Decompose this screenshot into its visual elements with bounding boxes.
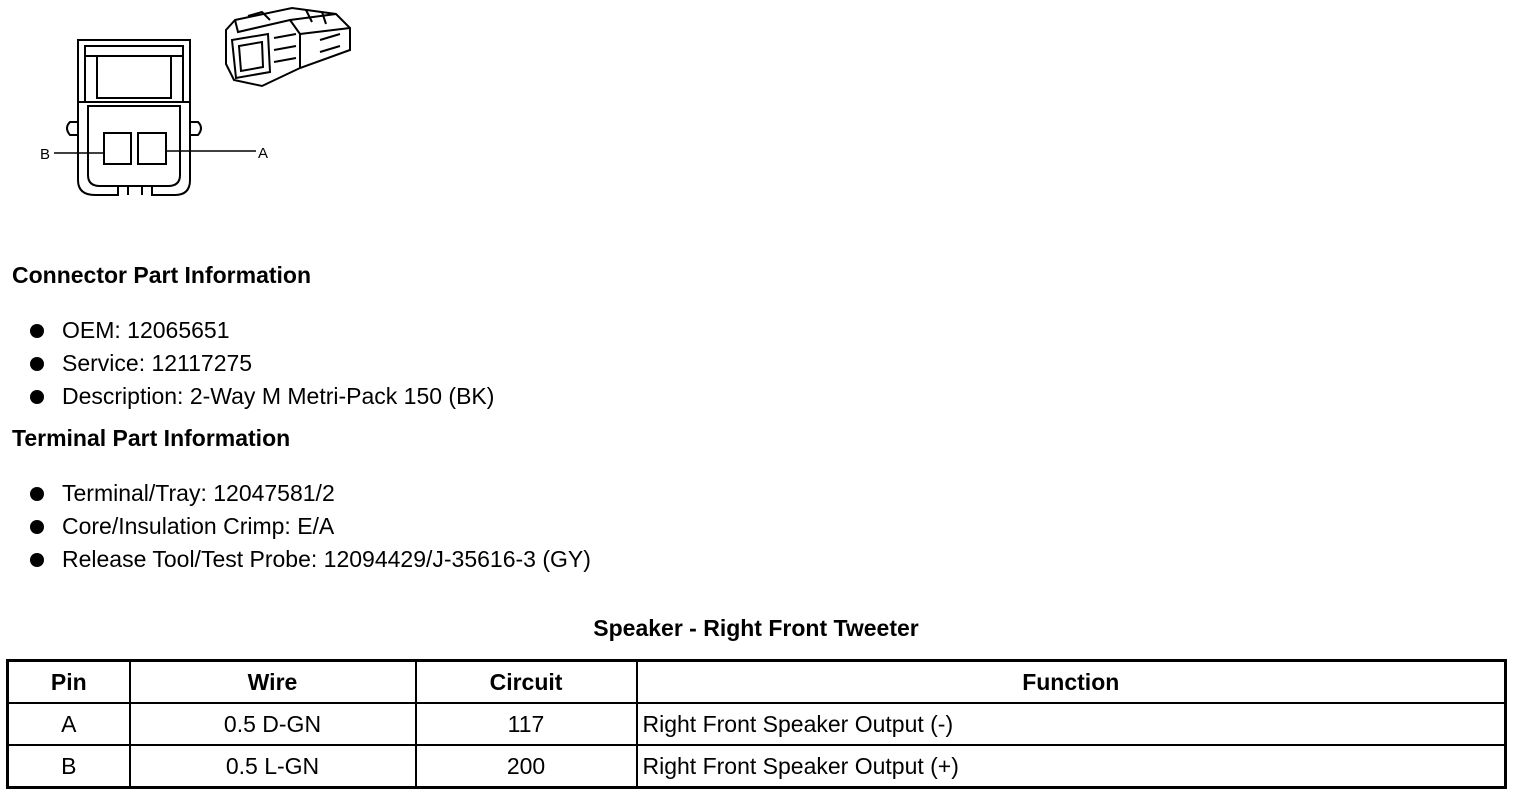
terminal-info-heading: Terminal Part Information (12, 425, 291, 451)
connector-3d-icon (226, 8, 350, 86)
pin-table (6, 659, 1507, 789)
cell-wire: 0.5 D-GN (130, 703, 416, 745)
connector-body-outline (67, 102, 201, 195)
bullet-icon (30, 357, 44, 371)
table-title: Speaker - Right Front Tweeter (593, 615, 919, 641)
list-item (0, 314, 494, 347)
header-pin: Pin (8, 661, 130, 704)
cavity-a (138, 133, 166, 164)
header-circuit: Circuit (416, 661, 637, 704)
bullet-icon (30, 520, 44, 534)
cell-function: Right Front Speaker Output (-) (637, 703, 1506, 745)
terminal-info-list (0, 477, 591, 576)
connector-latch-outline (78, 40, 190, 102)
list-item (0, 543, 591, 576)
cell-function: Right Front Speaker Output (+) (637, 745, 1506, 788)
cell-pin: A (8, 703, 130, 745)
list-item (0, 477, 591, 510)
cell-wire: 0.5 L-GN (130, 745, 416, 788)
connector-description: Description: 2-Way M Metri-Pack 150 (BK) (62, 383, 495, 409)
connector-oem: OEM: 12065651 (62, 317, 230, 343)
connector-diagram (0, 0, 360, 210)
table-row (8, 745, 1506, 788)
terminal-tray: Terminal/Tray: 12047581/2 (62, 480, 335, 506)
connector-info-heading: Connector Part Information (12, 262, 312, 288)
cell-circuit: 117 (416, 703, 637, 745)
connector-info-list (0, 314, 494, 413)
list-item (0, 347, 494, 380)
bullet-icon (30, 390, 44, 404)
terminal-release-tool: Release Tool/Test Probe: 12094429/J-35616-3 (GY) (62, 546, 591, 572)
cell-circuit: 200 (416, 745, 637, 788)
header-function: Function (637, 661, 1506, 704)
bullet-icon (30, 553, 44, 567)
header-wire: Wire (130, 661, 416, 704)
label-a: A (258, 145, 269, 162)
table-row (8, 703, 1506, 745)
bullet-icon (30, 324, 44, 338)
terminal-crimp: Core/Insulation Crimp: E/A (62, 513, 335, 539)
list-item (0, 380, 494, 413)
bullet-icon (30, 487, 44, 501)
label-b: B (40, 146, 51, 163)
table-header-row (8, 661, 1506, 704)
connector-service: Service: 12117275 (62, 350, 253, 376)
cavity-b (104, 133, 131, 164)
list-item (0, 510, 591, 543)
cell-pin: B (8, 745, 130, 788)
